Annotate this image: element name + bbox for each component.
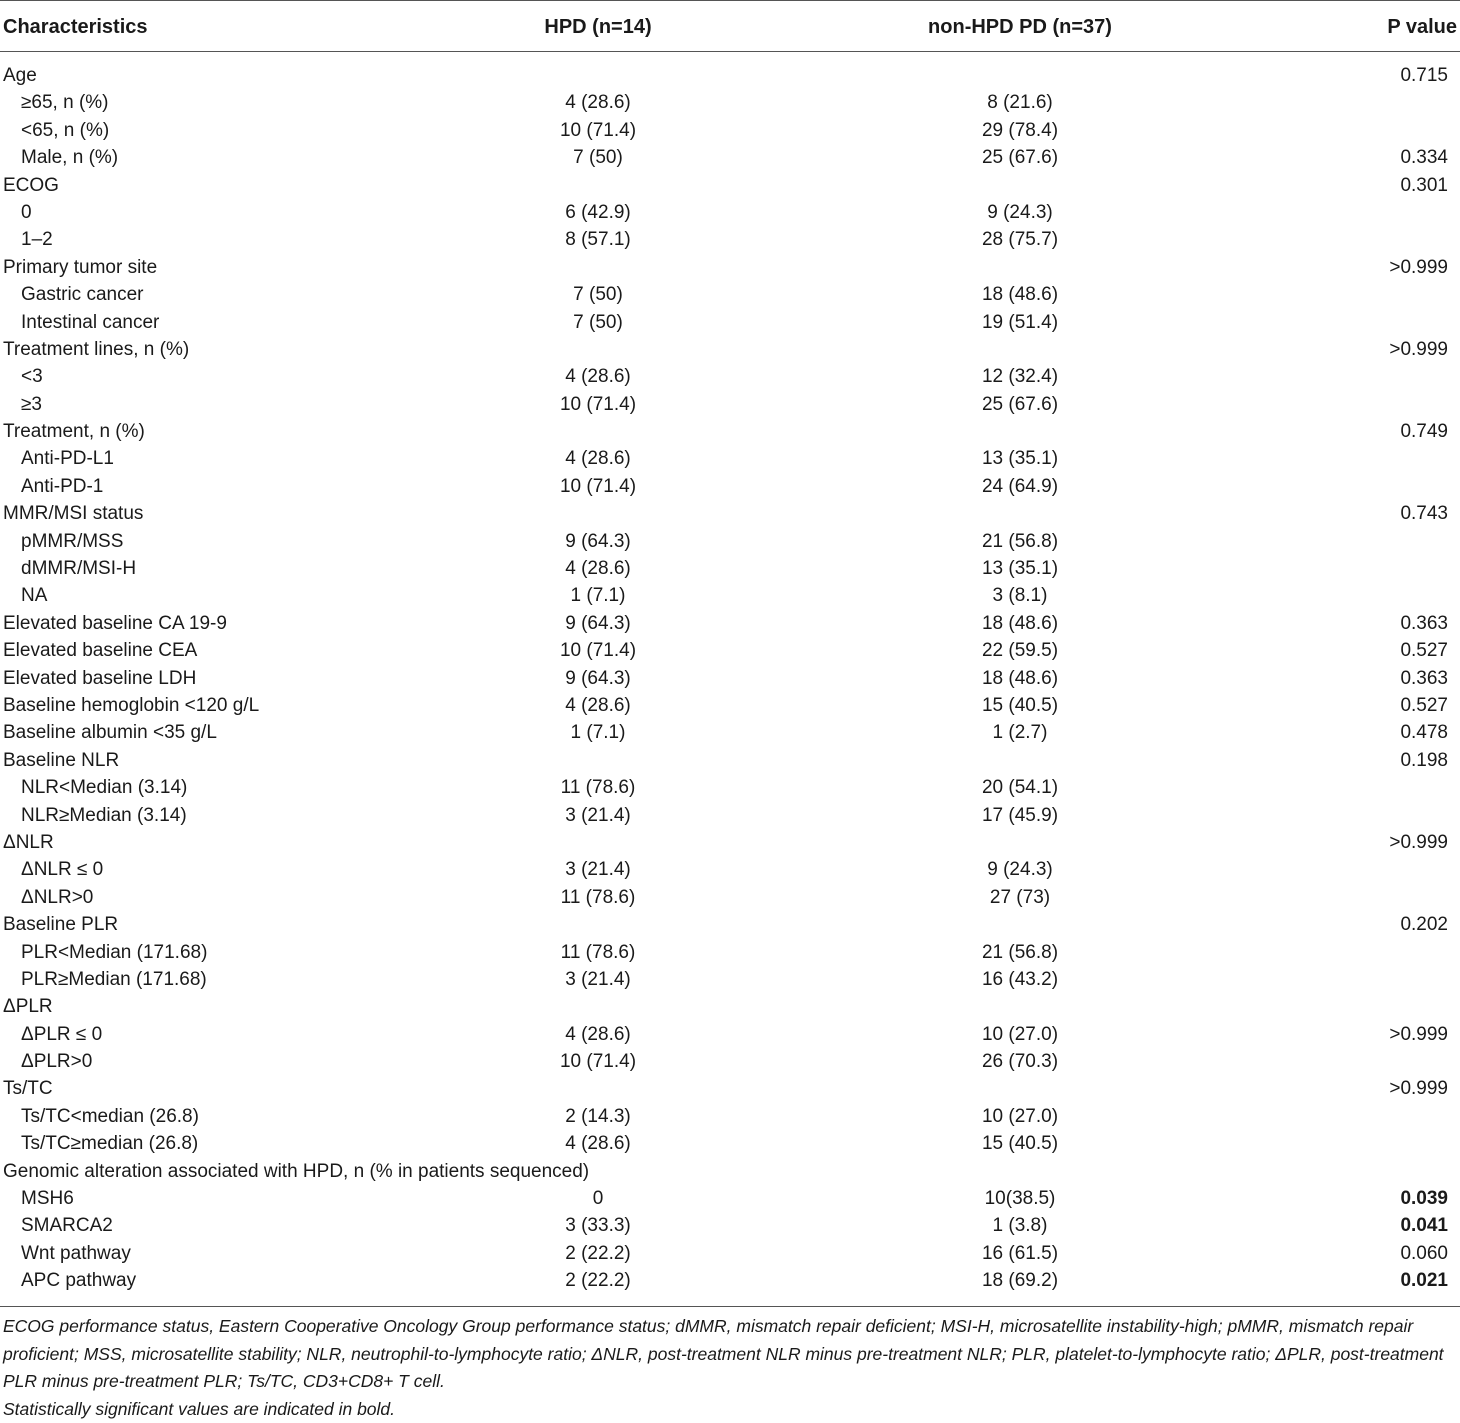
row-label: Ts/TC≥median (26.8) [21, 1130, 198, 1157]
abbreviations-note: ECOG performance status, Eastern Cooperative Oncology Group performance status; dMMR, mismatch repair deficient; MSI-H, microsatellite instability-high; pMMR, mismatch repair proficient; MSS, microsatellite stability; NLR, neutrophil-to-lymphocyte ratio; ΔNLR, post-treatment NLR minus pre-treatment NLR; PLR, platelet-to-lymphocyte ratio; ΔPLR, post-treatment PLR minus pre-treatment PLR; Ts/TC, CD3+CD8+ T cell. [0, 1313, 1460, 1396]
table-row [0, 610, 1460, 637]
table-row [0, 774, 1460, 801]
table-row [0, 62, 1460, 89]
p-value: 0.478 [1400, 719, 1448, 746]
p-value: 0.527 [1400, 692, 1448, 719]
row-label: APC pathway [21, 1267, 136, 1294]
p-value: 0.039 [1400, 1185, 1448, 1212]
non-hpd-value: 29 (78.4) [982, 117, 1058, 144]
hpd-value: 2 (22.2) [565, 1240, 630, 1267]
hpd-value: 6 (42.9) [565, 199, 630, 226]
table-row [0, 528, 1460, 555]
row-label: Primary tumor site [3, 254, 157, 281]
p-value: 0.198 [1400, 747, 1448, 774]
hpd-value: 0 [593, 1185, 604, 1212]
table-row [0, 254, 1460, 281]
p-value: 0.743 [1400, 500, 1448, 527]
table-row [0, 1048, 1460, 1075]
non-hpd-value: 16 (43.2) [982, 966, 1058, 993]
row-label: <3 [21, 363, 43, 390]
p-value: 0.301 [1400, 172, 1448, 199]
table-row [0, 144, 1460, 171]
non-hpd-value: 1 (2.7) [993, 719, 1048, 746]
non-hpd-value: 26 (70.3) [982, 1048, 1058, 1075]
table-row [0, 363, 1460, 390]
non-hpd-value: 13 (35.1) [982, 445, 1058, 472]
hpd-value: 4 (28.6) [565, 1130, 630, 1157]
row-label: Baseline albumin <35 g/L [3, 719, 217, 746]
row-label: ΔPLR ≤ 0 [21, 1021, 102, 1048]
table-row [0, 993, 1460, 1020]
p-value: 0.021 [1400, 1267, 1448, 1294]
table-row [0, 884, 1460, 911]
p-value: >0.999 [1389, 1075, 1448, 1102]
table-row [0, 418, 1460, 445]
hpd-value: 1 (7.1) [571, 582, 626, 609]
non-hpd-value: 18 (48.6) [982, 665, 1058, 692]
non-hpd-value: 25 (67.6) [982, 144, 1058, 171]
table-row [0, 1130, 1460, 1157]
table-row [0, 1103, 1460, 1130]
table-row [0, 692, 1460, 719]
table-row [0, 1240, 1460, 1267]
hpd-value: 10 (71.4) [560, 391, 636, 418]
hpd-value: 3 (33.3) [565, 1212, 630, 1239]
row-label: Wnt pathway [21, 1240, 131, 1267]
non-hpd-value: 22 (59.5) [982, 637, 1058, 664]
p-value: 0.749 [1400, 418, 1448, 445]
row-label: NA [21, 582, 47, 609]
table-row [0, 1075, 1460, 1102]
row-label: PLR<Median (171.68) [21, 939, 207, 966]
non-hpd-value: 10 (27.0) [982, 1021, 1058, 1048]
table-row [0, 1158, 1460, 1185]
row-label: Elevated baseline LDH [3, 665, 196, 692]
row-label: <65, n (%) [21, 117, 109, 144]
row-label: dMMR/MSI-H [21, 555, 136, 582]
non-hpd-value: 19 (51.4) [982, 309, 1058, 336]
p-value: 0.060 [1400, 1240, 1448, 1267]
row-label: Baseline hemoglobin <120 g/L [3, 692, 259, 719]
row-label: ECOG [3, 172, 59, 199]
p-value: 0.527 [1400, 637, 1448, 664]
table-row [0, 199, 1460, 226]
hpd-value: 10 (71.4) [560, 637, 636, 664]
table-body [0, 62, 1460, 1295]
p-value: 0.041 [1400, 1212, 1448, 1239]
header-p-value: P value [1387, 15, 1457, 39]
non-hpd-value: 1 (3.8) [993, 1212, 1048, 1239]
hpd-value: 11 (78.6) [561, 939, 636, 966]
row-label: PLR≥Median (171.68) [21, 966, 207, 993]
hpd-value: 11 (78.6) [561, 774, 636, 801]
table-row [0, 117, 1460, 144]
non-hpd-value: 10(38.5) [985, 1185, 1056, 1212]
row-label: Ts/TC<median (26.8) [21, 1103, 199, 1130]
row-label: MSH6 [21, 1185, 74, 1212]
table-row [0, 911, 1460, 938]
row-label: NLR<Median (3.14) [21, 774, 187, 801]
row-label: ΔNLR [3, 829, 54, 856]
table-row [0, 473, 1460, 500]
non-hpd-value: 21 (56.8) [982, 528, 1058, 555]
p-value: >0.999 [1389, 254, 1448, 281]
row-label: Age [3, 62, 37, 89]
row-label: Intestinal cancer [21, 309, 159, 336]
row-label: SMARCA2 [21, 1212, 113, 1239]
table-header [0, 0, 1460, 52]
hpd-value: 4 (28.6) [565, 555, 630, 582]
row-label: MMR/MSI status [3, 500, 143, 527]
non-hpd-value: 27 (73) [990, 884, 1050, 911]
table-row [0, 1267, 1460, 1294]
non-hpd-value: 3 (8.1) [993, 582, 1048, 609]
table-row [0, 1021, 1460, 1048]
hpd-value: 1 (7.1) [571, 719, 626, 746]
table-row [0, 391, 1460, 418]
hpd-value: 9 (64.3) [565, 610, 630, 637]
row-label: Baseline NLR [3, 747, 119, 774]
table-footnote [0, 1306, 1460, 1423]
row-label: ≥65, n (%) [21, 89, 109, 116]
p-value: 0.363 [1400, 610, 1448, 637]
non-hpd-value: 15 (40.5) [982, 692, 1058, 719]
hpd-value: 3 (21.4) [565, 966, 630, 993]
header-non-hpd: non-HPD PD (n=37) [928, 15, 1112, 39]
hpd-value: 4 (28.6) [565, 445, 630, 472]
p-value: 0.715 [1400, 62, 1448, 89]
table-row [0, 582, 1460, 609]
table-row [0, 1185, 1460, 1212]
non-hpd-value: 9 (24.3) [987, 199, 1052, 226]
row-label: Anti-PD-L1 [21, 445, 114, 472]
hpd-value: 3 (21.4) [565, 856, 630, 883]
hpd-value: 8 (57.1) [565, 226, 630, 253]
row-label: Treatment lines, n (%) [3, 336, 189, 363]
hpd-value: 4 (28.6) [565, 363, 630, 390]
non-hpd-value: 18 (48.6) [982, 610, 1058, 637]
non-hpd-value: 8 (21.6) [987, 89, 1052, 116]
hpd-value: 7 (50) [573, 309, 623, 336]
table-row [0, 336, 1460, 363]
row-label: Anti-PD-1 [21, 473, 103, 500]
hpd-value: 10 (71.4) [560, 117, 636, 144]
row-label: Male, n (%) [21, 144, 118, 171]
table-row [0, 856, 1460, 883]
p-value: 0.363 [1400, 665, 1448, 692]
non-hpd-value: 21 (56.8) [982, 939, 1058, 966]
row-label: ΔNLR ≤ 0 [21, 856, 103, 883]
hpd-value: 2 (22.2) [565, 1267, 630, 1294]
hpd-value: 9 (64.3) [565, 528, 630, 555]
row-label: Genomic alteration associated with HPD, n (% in patients sequenced) [3, 1158, 589, 1185]
non-hpd-value: 16 (61.5) [982, 1240, 1058, 1267]
row-label: ≥3 [21, 391, 42, 418]
non-hpd-value: 15 (40.5) [982, 1130, 1058, 1157]
non-hpd-value: 20 (54.1) [982, 774, 1058, 801]
non-hpd-value: 9 (24.3) [987, 856, 1052, 883]
row-label: Baseline PLR [3, 911, 118, 938]
non-hpd-value: 28 (75.7) [982, 226, 1058, 253]
table-row [0, 829, 1460, 856]
table-row [0, 226, 1460, 253]
non-hpd-value: 18 (48.6) [982, 281, 1058, 308]
hpd-value: 11 (78.6) [561, 884, 636, 911]
table-row [0, 665, 1460, 692]
hpd-value: 4 (28.6) [565, 692, 630, 719]
hpd-value: 3 (21.4) [565, 802, 630, 829]
p-value: >0.999 [1389, 829, 1448, 856]
non-hpd-value: 12 (32.4) [982, 363, 1058, 390]
row-label: Elevated baseline CA 19-9 [3, 610, 227, 637]
table-row [0, 445, 1460, 472]
non-hpd-value: 18 (69.2) [982, 1267, 1058, 1294]
row-label: Gastric cancer [21, 281, 143, 308]
row-label: ΔNLR>0 [21, 884, 93, 911]
table-row [0, 555, 1460, 582]
table-row [0, 747, 1460, 774]
p-value: 0.202 [1400, 911, 1448, 938]
hpd-value: 2 (14.3) [565, 1103, 630, 1130]
row-label: ΔPLR>0 [21, 1048, 92, 1075]
hpd-value: 9 (64.3) [565, 665, 630, 692]
row-label: NLR≥Median (3.14) [21, 802, 187, 829]
non-hpd-value: 17 (45.9) [982, 802, 1058, 829]
header-characteristics: Characteristics [3, 15, 148, 39]
non-hpd-value: 13 (35.1) [982, 555, 1058, 582]
table-row [0, 637, 1460, 664]
non-hpd-value: 25 (67.6) [982, 391, 1058, 418]
row-label: 0 [21, 199, 32, 226]
p-value: >0.999 [1389, 1021, 1448, 1048]
table-row [0, 172, 1460, 199]
hpd-value: 7 (50) [573, 281, 623, 308]
row-label: Elevated baseline CEA [3, 637, 197, 664]
row-label: Ts/TC [3, 1075, 53, 1102]
hpd-value: 7 (50) [573, 144, 623, 171]
hpd-value: 10 (71.4) [560, 1048, 636, 1075]
hpd-value: 4 (28.6) [565, 89, 630, 116]
table-row [0, 719, 1460, 746]
row-label: pMMR/MSS [21, 528, 123, 555]
table-row [0, 500, 1460, 527]
row-label: ΔPLR [3, 993, 53, 1020]
table-row [0, 802, 1460, 829]
table-row [0, 281, 1460, 308]
non-hpd-value: 24 (64.9) [982, 473, 1058, 500]
table-row [0, 1212, 1460, 1239]
table-row [0, 939, 1460, 966]
row-label: Treatment, n (%) [3, 418, 145, 445]
table-row [0, 309, 1460, 336]
significance-note: Statistically significant values are indicated in bold. [0, 1396, 1460, 1423]
row-label: 1–2 [21, 226, 53, 253]
p-value: 0.334 [1400, 144, 1448, 171]
hpd-value: 4 (28.6) [565, 1021, 630, 1048]
table-row [0, 966, 1460, 993]
non-hpd-value: 10 (27.0) [982, 1103, 1058, 1130]
hpd-value: 10 (71.4) [560, 473, 636, 500]
header-hpd: HPD (n=14) [544, 15, 651, 39]
p-value: >0.999 [1389, 336, 1448, 363]
table-row [0, 89, 1460, 116]
